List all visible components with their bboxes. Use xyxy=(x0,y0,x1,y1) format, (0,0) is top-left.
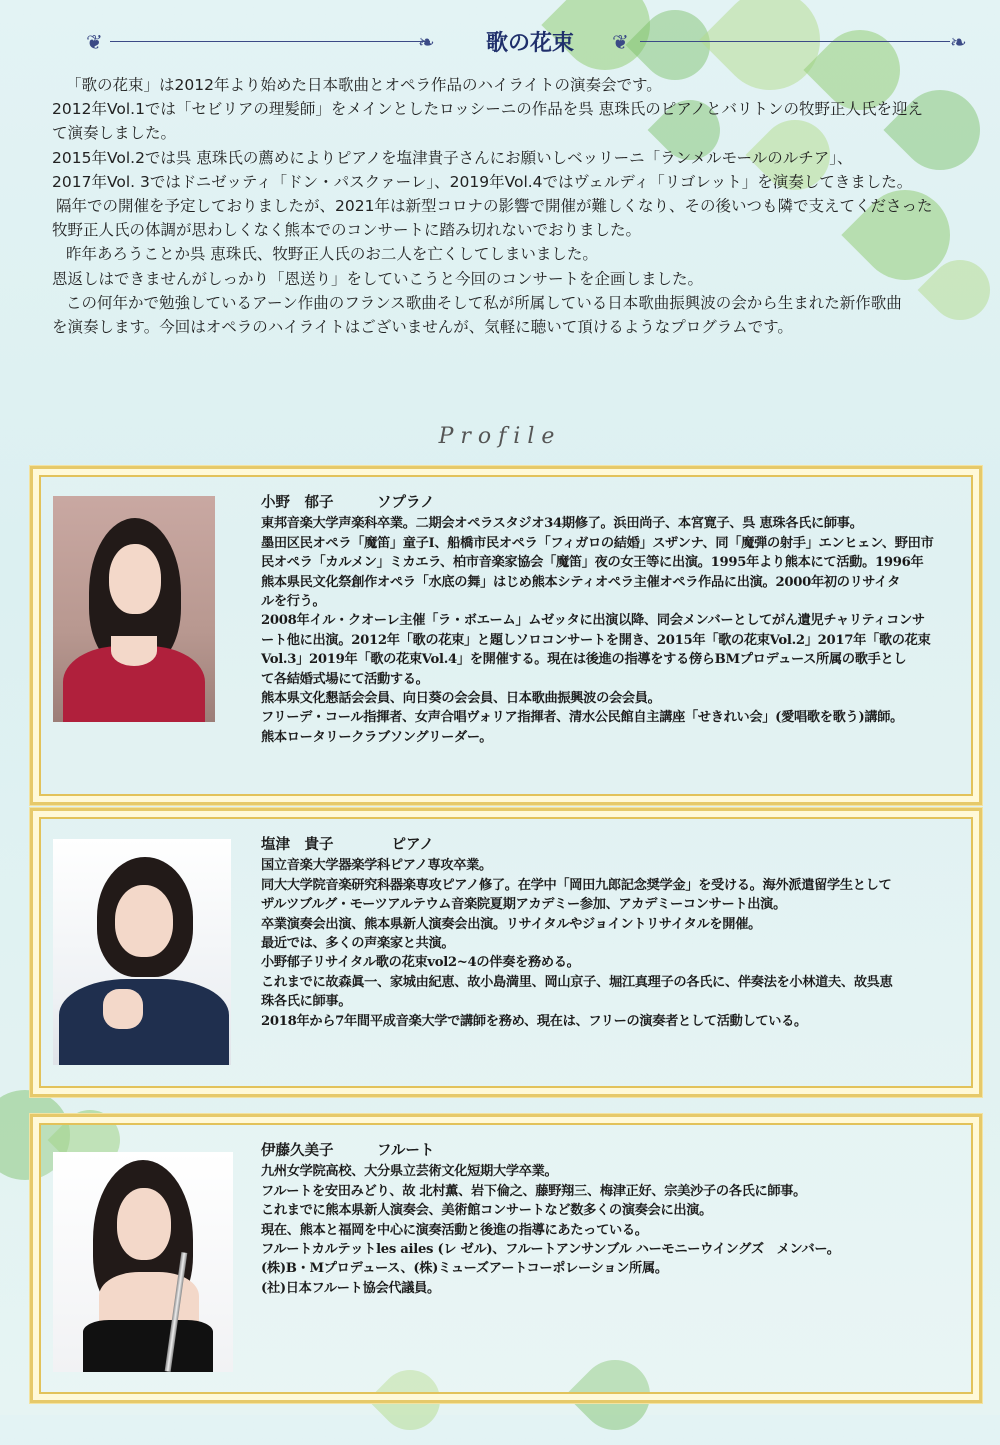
intro-line: 隔年での開催を予定しておりましたが、2021年は新型コロナの影響で開催が難しくなり、その後いつも隣で支えてくださった xyxy=(56,197,933,216)
profile-line: Vol.3」2019年「歌の花束Vol.4」を開催する。現在は後進の指導をする傍らBMプロデュース所属の歌手とし xyxy=(261,652,907,668)
profile-line: 同大大学院音楽研究科器楽専攻ピアノ修了。在学中「岡田九郎記念奨学金」を受ける。海外派遣留学生として xyxy=(261,877,892,893)
profile-line: 国立音楽大学器楽学科ピアノ専攻卒業。 xyxy=(261,858,492,874)
profile-line: フリーデ・コール指揮者、女声合唱ヴォリア指揮者、清水公民館自主講座「せきれい会」(愛唱歌を歌う)講師。 xyxy=(261,710,904,726)
profile-text xyxy=(261,835,961,1031)
title-header xyxy=(0,22,1000,62)
profile-line: 2018年から7年間平成音楽大学で講師を務め、現在は、フリーの演奏者として活動している。 xyxy=(261,1013,807,1029)
page-title: 歌の花束 xyxy=(485,31,574,56)
profile-line: 民オペラ「カルメン」ミカエラ、柏市音楽家協会「魔笛」夜の女王等に出演。1995年より熊本にて活動。1996年 xyxy=(261,555,924,571)
intro-line: 2015年Vol.2では呉 恵珠氏の薦めによりピアノを塩津貴子さんにお願いしベッリーニ「ランメルモールのルチア」、 xyxy=(52,148,853,167)
profile-name: 伊藤久美子 フルート xyxy=(261,1142,435,1159)
portrait-photo xyxy=(53,839,231,1065)
profile-line: 最近では、多くの声楽家と共演。 xyxy=(261,936,455,952)
profile-line: (株)B・Mプロデュース、(株)ミューズアートコーポレーション所属。 xyxy=(261,1261,668,1277)
intro-text xyxy=(52,73,952,339)
intro-line: 昨年あろうことか呉 恵珠氏、牧野正人氏のお二人を亡くしてしまいました。 xyxy=(66,245,598,264)
profile-line: これまでに熊本県新人演奏会、美術館コンサートなど数多くの演奏会に出演。 xyxy=(261,1203,713,1219)
profile-card-soprano xyxy=(30,466,982,805)
intro-line: 恩返しはできませんがしっかり「恩送り」をしていこうと今回のコンサートを企画しました。 xyxy=(52,269,704,288)
profile-line: 九州女学院高校、大分県立芸術文化短期大学卒業。 xyxy=(261,1164,558,1180)
flourish-center-right-icon: ❦ xyxy=(612,30,629,54)
divider-right xyxy=(640,41,950,42)
portrait-photo xyxy=(53,496,215,722)
profile-line: 熊本ロータリークラブソングリーダー。 xyxy=(261,729,493,745)
intro-line: この何年かで勉強しているアーン作曲のフランス歌曲そして私が所属している日本歌曲振興波の会から生まれた新作歌曲 xyxy=(66,293,902,312)
profile-line: 熊本県民文化祭創作オペラ「水底の舞」はじめ熊本シティオペラ主催オペラ作品に出演。2000年初のリサイタ xyxy=(261,574,900,590)
portrait-photo xyxy=(53,1152,233,1372)
profile-line: 2008年イル・クオーレ主催「ラ・ボエーム」ムゼッタに出演以降、同会メンバーとしてがん遺児チャリティコンサ xyxy=(261,613,925,629)
profile-line: 現在、熊本と福岡を中心に演奏活動と後進の指導にあたっている。 xyxy=(261,1222,648,1238)
profile-line: フルートカルテットles ailes (レ ゼル)、フルートアンサンブル ハーモニーウイングズ メンバー。 xyxy=(261,1242,840,1258)
profile-line: て各結婚式場にて活動する。 xyxy=(261,671,429,687)
profile-line: ザルツブルグ・モーツアルテウム音楽院夏期アカデミー参加、アカデミーコンサート出演。 xyxy=(261,897,786,913)
profile-card-piano xyxy=(30,808,982,1097)
intro-line: 「歌の花束」は2012年より始めた日本歌曲とオペラ作品のハイライトの演奏会です。 xyxy=(66,76,662,94)
flourish-left-icon: ❦ xyxy=(86,30,103,54)
profile-name: 塩津 貴子 ピアノ xyxy=(261,836,434,853)
profile-card-flute xyxy=(30,1114,982,1403)
profile-name: 小野 郁子 ソプラノ xyxy=(261,494,435,511)
divider-left xyxy=(110,41,430,42)
profile-line: これまでに故森眞一、家城由紀恵、故小島満里、岡山京子、堀江真理子の各氏に、伴奏法を小林道夫、故呉恵 xyxy=(261,974,893,990)
intro-line: 牧野正人氏の体調が思わしくなく熊本でのコンサートに踏み切れないでおりました。 xyxy=(52,221,642,240)
profile-line: 卒業演奏会出演、熊本県新人演奏会出演。リサイタルやジョイントリサイタルを開催。 xyxy=(261,916,761,932)
profile-line: 墨田区民オペラ「魔笛」童子Ⅰ、船橋市民オペラ「フィガロの結婚」スザンナ、同「魔弾の射手」エンヒェン、野田市 xyxy=(261,535,934,551)
intro-line: て演奏しました。 xyxy=(52,124,177,143)
profile-line: フルートを安田みどり、故 北村薫、岩下倫之、藤野翔三、梅津正好、宗美沙子の各氏に師事。 xyxy=(261,1183,807,1199)
profile-line: 熊本県文化懇話会会員、向日葵の会会員、日本歌曲振興波の会会員。 xyxy=(261,691,661,707)
profile-heading: Profile xyxy=(438,424,562,449)
profile-line: ート他に出演。2012年「歌の花束」と題しソロコンサートを開き、2015年「歌の花束Vol.2」2017年「歌の花束 xyxy=(261,632,931,648)
intro-line: を演奏します。今回はオペラのハイライトはございませんが、気軽に聴いて頂けるようなプログラムです。 xyxy=(52,318,793,337)
flourish-right-icon: ❧ xyxy=(950,30,967,54)
profile-text xyxy=(261,493,961,747)
profile-line: 珠各氏に師事。 xyxy=(261,994,352,1010)
profile-line: 東邦音楽大学声楽科卒業。二期会オペラスタジオ34期修了。浜田尚子、本宮寛子、呉 恵珠各氏に師事。 xyxy=(261,516,863,532)
intro-line: 2017年Vol. 3ではドニゼッティ「ドン・パスクァーレ」、2019年Vol.4ではヴェルディ「リゴレット」を演奏してきました。 xyxy=(52,172,913,191)
profile-text xyxy=(261,1141,961,1298)
flourish-center-left-icon: ❧ xyxy=(418,30,435,54)
profile-line: (社)日本フルート協会代議員。 xyxy=(261,1280,440,1296)
intro-line: 2012年Vol.1では「セビリアの理髪師」をメインとしたロッシーニの作品を呉 恵珠氏のピアノとバリトンの牧野正人氏を迎え xyxy=(52,100,923,119)
profile-line: ルを行う。 xyxy=(261,594,326,610)
profile-line: 小野郁子リサイタル歌の花束vol2~4の伴奏を務める。 xyxy=(261,955,580,971)
